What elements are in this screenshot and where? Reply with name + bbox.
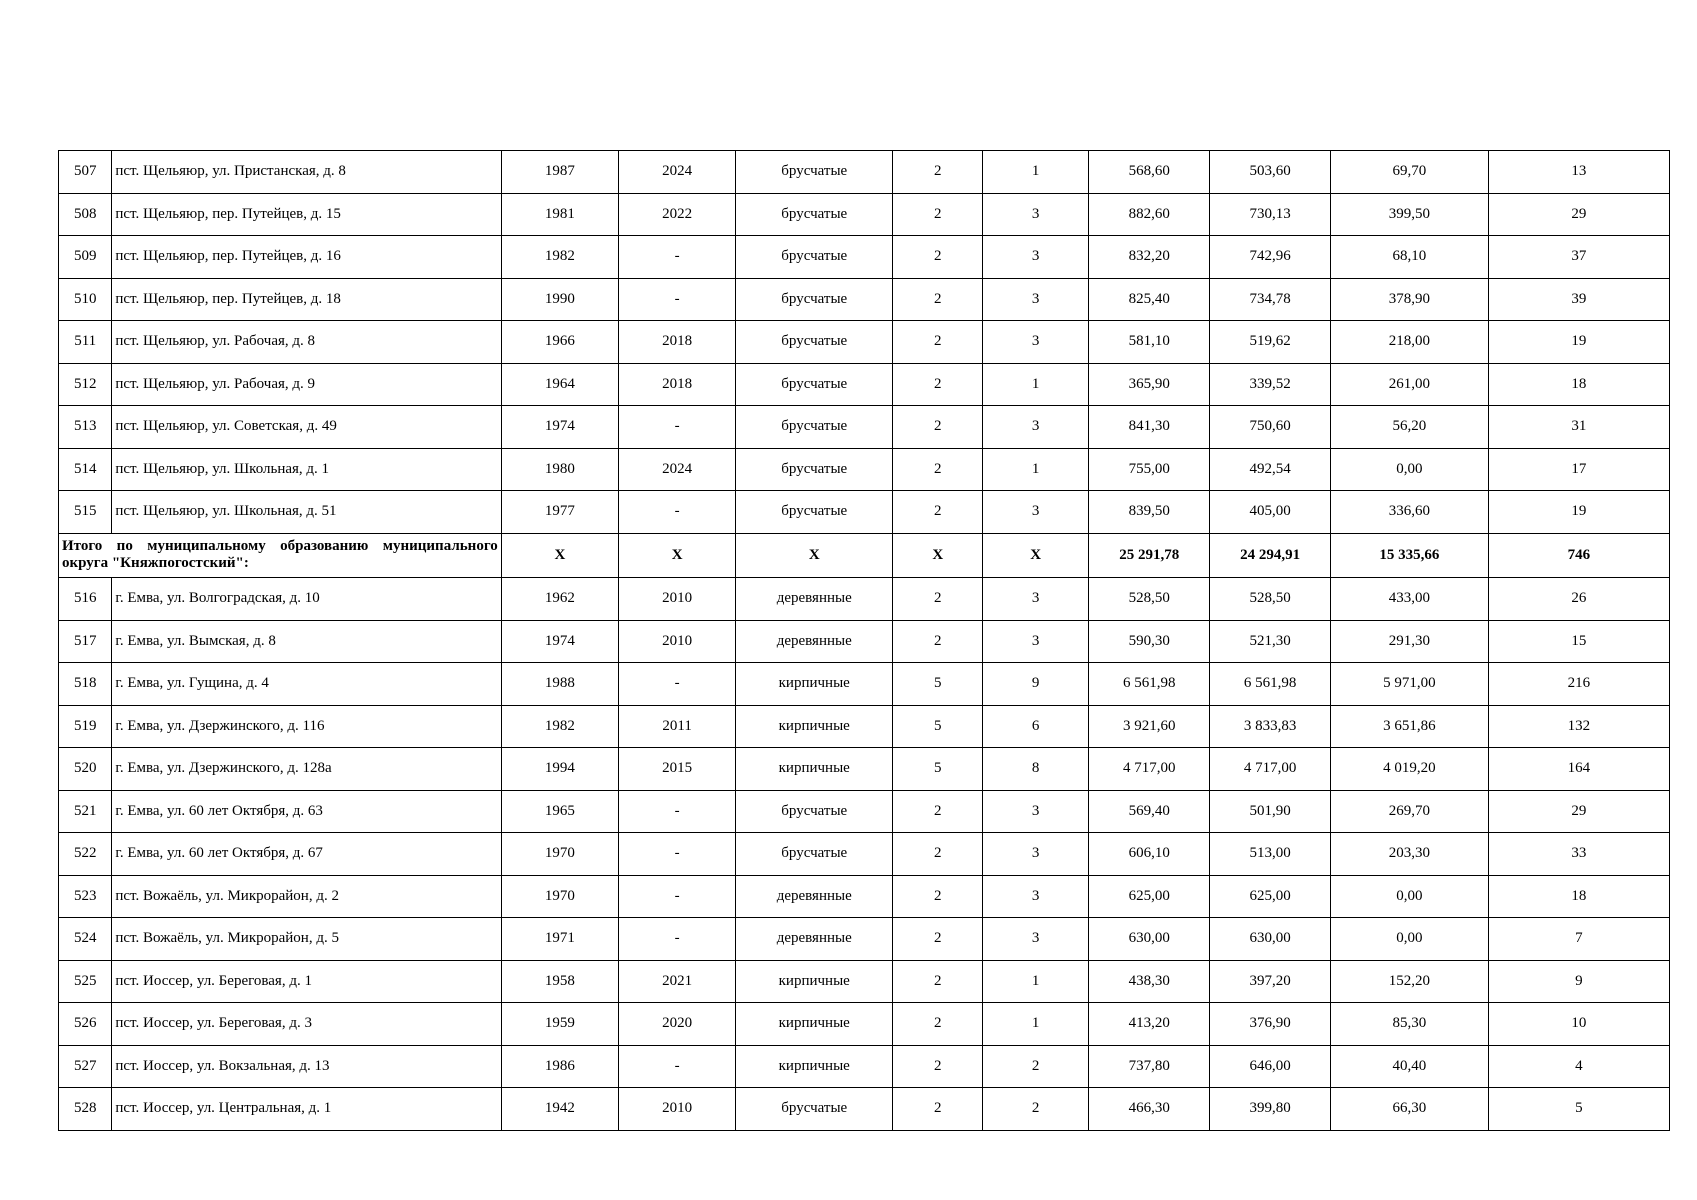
row-number-cell: 527 [59,1045,112,1088]
wall-material-cell: брусчатые [736,321,893,364]
wall-material-cell: деревянные [736,918,893,961]
entrances-cell: 6 [983,705,1089,748]
row-number-cell: 510 [59,278,112,321]
row-number-cell: 514 [59,448,112,491]
residential-area-cell: 4 717,00 [1210,748,1330,791]
build-year-cell: 1964 [501,363,618,406]
total-repair-year-cell: X [619,533,736,578]
entrances-cell: 1 [983,448,1089,491]
wall-material-cell: кирпичные [736,1003,893,1046]
table-row [59,278,1670,321]
build-year-cell: 1959 [501,1003,618,1046]
residents-cell: 31 [1488,406,1669,449]
residential-area-cell: 750,60 [1210,406,1330,449]
build-year-cell: 1962 [501,578,618,621]
private-area-cell: 433,00 [1330,578,1488,621]
address-cell: пст. Щельяюр, ул. Пристанская, д. 8 [112,151,501,194]
residential-area-cell: 734,78 [1210,278,1330,321]
floors-cell: 2 [893,448,983,491]
entrances-cell: 8 [983,748,1089,791]
address-cell: пст. Щельяюр, ул. Школьная, д. 51 [112,491,501,534]
table-row [59,406,1670,449]
total-area-cell: 6 561,98 [1088,663,1209,706]
entrances-cell: 3 [983,833,1089,876]
total-entrances-cell: X [983,533,1089,578]
row-number-cell: 520 [59,748,112,791]
total-area-cell: 413,20 [1088,1003,1209,1046]
private-area-cell: 152,20 [1330,960,1488,1003]
total-area-cell: 438,30 [1088,960,1209,1003]
private-area-cell: 68,10 [1330,236,1488,279]
wall-material-cell: брусчатые [736,491,893,534]
total-area-cell: 3 921,60 [1088,705,1209,748]
build-year-cell: 1977 [501,491,618,534]
address-cell: пст. Вожаёль, ул. Микрорайон, д. 5 [112,918,501,961]
residents-cell: 132 [1488,705,1669,748]
residential-area-cell: 3 833,83 [1210,705,1330,748]
residential-area-cell: 339,52 [1210,363,1330,406]
residents-cell: 5 [1488,1088,1669,1131]
private-area-cell: 4 019,20 [1330,748,1488,791]
repair-year-cell: 2018 [619,321,736,364]
private-area-cell: 203,30 [1330,833,1488,876]
repair-year-cell: - [619,790,736,833]
address-cell: пст. Щельяюр, пер. Путейцев, д. 18 [112,278,501,321]
residential-area-cell: 501,90 [1210,790,1330,833]
build-year-cell: 1982 [501,705,618,748]
private-area-cell: 336,60 [1330,491,1488,534]
residents-cell: 29 [1488,193,1669,236]
row-number-cell: 511 [59,321,112,364]
floors-cell: 2 [893,1003,983,1046]
row-number-cell: 515 [59,491,112,534]
residents-cell: 10 [1488,1003,1669,1046]
total-row-label: Итого по муниципальному образованию муниципального округа "Княжпогостский": [59,533,502,578]
residential-area-cell: 528,50 [1210,578,1330,621]
table-row [59,1045,1670,1088]
address-cell: пст. Вожаёль, ул. Микрорайон, д. 2 [112,875,501,918]
table-row [59,790,1670,833]
repair-year-cell: - [619,918,736,961]
residents-cell: 17 [1488,448,1669,491]
residential-area-cell: 397,20 [1210,960,1330,1003]
address-cell: пст. Иоссер, ул. Центральная, д. 1 [112,1088,501,1131]
row-number-cell: 513 [59,406,112,449]
total-wall-material-cell: X [736,533,893,578]
housing-registry-table [58,150,1670,1131]
residential-area-cell: 742,96 [1210,236,1330,279]
row-number-cell: 528 [59,1088,112,1131]
residential-area-cell: 521,30 [1210,620,1330,663]
repair-year-cell: 2024 [619,151,736,194]
floors-cell: 2 [893,406,983,449]
total-area-cell: 568,60 [1088,151,1209,194]
address-cell: пст. Иоссер, ул. Береговая, д. 1 [112,960,501,1003]
total-floors-cell: X [893,533,983,578]
residents-cell: 164 [1488,748,1669,791]
repair-year-cell: 2010 [619,578,736,621]
total-private-area-cell: 15 335,66 [1330,533,1488,578]
address-cell: г. Емва, ул. Волгоградская, д. 10 [112,578,501,621]
entrances-cell: 3 [983,193,1089,236]
residential-area-cell: 646,00 [1210,1045,1330,1088]
residents-cell: 37 [1488,236,1669,279]
total-area-cell: 630,00 [1088,918,1209,961]
address-cell: г. Емва, ул. 60 лет Октября, д. 63 [112,790,501,833]
table-row [59,491,1670,534]
private-area-cell: 3 651,86 [1330,705,1488,748]
row-number-cell: 512 [59,363,112,406]
residential-area-cell: 405,00 [1210,491,1330,534]
table-row [59,193,1670,236]
total-residential-area-cell: 24 294,91 [1210,533,1330,578]
residents-cell: 9 [1488,960,1669,1003]
repair-year-cell: 2021 [619,960,736,1003]
residents-cell: 18 [1488,363,1669,406]
floors-cell: 5 [893,748,983,791]
residents-cell: 26 [1488,578,1669,621]
row-number-cell: 522 [59,833,112,876]
wall-material-cell: деревянные [736,875,893,918]
total-area-cell: 365,90 [1088,363,1209,406]
table-row [59,1003,1670,1046]
wall-material-cell: кирпичные [736,1045,893,1088]
address-cell: пст. Щельяюр, пер. Путейцев, д. 15 [112,193,501,236]
private-area-cell: 40,40 [1330,1045,1488,1088]
table-row [59,663,1670,706]
table-row [59,448,1670,491]
private-area-cell: 399,50 [1330,193,1488,236]
repair-year-cell: 2010 [619,620,736,663]
wall-material-cell: брусчатые [736,790,893,833]
wall-material-cell: брусчатые [736,406,893,449]
row-number-cell: 523 [59,875,112,918]
address-cell: пст. Щельяюр, ул. Школьная, д. 1 [112,448,501,491]
wall-material-cell: кирпичные [736,663,893,706]
wall-material-cell: брусчатые [736,1088,893,1131]
row-number-cell: 516 [59,578,112,621]
address-cell: пст. Щельяюр, ул. Советская, д. 49 [112,406,501,449]
repair-year-cell: - [619,406,736,449]
address-cell: г. Емва, ул. Вымская, д. 8 [112,620,501,663]
table-row [59,363,1670,406]
total-area-cell: 882,60 [1088,193,1209,236]
address-cell: пст. Щельяюр, пер. Путейцев, д. 16 [112,236,501,279]
table-row [59,875,1670,918]
private-area-cell: 269,70 [1330,790,1488,833]
total-row [59,533,1670,578]
wall-material-cell: кирпичные [736,960,893,1003]
total-area-cell: 606,10 [1088,833,1209,876]
document-page [58,150,1670,1131]
row-number-cell: 525 [59,960,112,1003]
build-year-cell: 1982 [501,236,618,279]
table-row [59,960,1670,1003]
floors-cell: 2 [893,236,983,279]
repair-year-cell: - [619,236,736,279]
address-cell: г. Емва, ул. Гущина, д. 4 [112,663,501,706]
residential-area-cell: 492,54 [1210,448,1330,491]
residential-area-cell: 630,00 [1210,918,1330,961]
address-cell: пст. Щельяюр, ул. Рабочая, д. 9 [112,363,501,406]
build-year-cell: 1994 [501,748,618,791]
entrances-cell: 1 [983,960,1089,1003]
wall-material-cell: кирпичные [736,748,893,791]
floors-cell: 5 [893,705,983,748]
floors-cell: 2 [893,833,983,876]
wall-material-cell: брусчатые [736,833,893,876]
row-number-cell: 518 [59,663,112,706]
wall-material-cell: кирпичные [736,705,893,748]
residential-area-cell: 503,60 [1210,151,1330,194]
entrances-cell: 3 [983,491,1089,534]
residential-area-cell: 519,62 [1210,321,1330,364]
entrances-cell: 1 [983,151,1089,194]
repair-year-cell: - [619,663,736,706]
table-row [59,578,1670,621]
floors-cell: 2 [893,193,983,236]
residents-cell: 216 [1488,663,1669,706]
private-area-cell: 66,30 [1330,1088,1488,1131]
entrances-cell: 3 [983,278,1089,321]
entrances-cell: 3 [983,790,1089,833]
table-row [59,321,1670,364]
entrances-cell: 3 [983,578,1089,621]
table-row [59,1088,1670,1131]
row-number-cell: 507 [59,151,112,194]
build-year-cell: 1965 [501,790,618,833]
floors-cell: 2 [893,620,983,663]
build-year-cell: 1958 [501,960,618,1003]
residential-area-cell: 625,00 [1210,875,1330,918]
total-area-cell: 841,30 [1088,406,1209,449]
total-area-cell: 569,40 [1088,790,1209,833]
build-year-cell: 1980 [501,448,618,491]
total-area-cell: 832,20 [1088,236,1209,279]
total-area-cell: 755,00 [1088,448,1209,491]
repair-year-cell: 2015 [619,748,736,791]
entrances-cell: 9 [983,663,1089,706]
residential-area-cell: 6 561,98 [1210,663,1330,706]
table-row [59,620,1670,663]
table-row [59,151,1670,194]
repair-year-cell: - [619,833,736,876]
total-area-cell: 825,40 [1088,278,1209,321]
total-area-cell: 590,30 [1088,620,1209,663]
floors-cell: 2 [893,790,983,833]
floors-cell: 2 [893,321,983,364]
private-area-cell: 69,70 [1330,151,1488,194]
build-year-cell: 1970 [501,833,618,876]
floors-cell: 2 [893,960,983,1003]
residents-cell: 39 [1488,278,1669,321]
residential-area-cell: 730,13 [1210,193,1330,236]
entrances-cell: 3 [983,620,1089,663]
residents-cell: 13 [1488,151,1669,194]
private-area-cell: 291,30 [1330,620,1488,663]
residents-cell: 4 [1488,1045,1669,1088]
build-year-cell: 1942 [501,1088,618,1131]
entrances-cell: 1 [983,363,1089,406]
floors-cell: 2 [893,363,983,406]
wall-material-cell: брусчатые [736,151,893,194]
floors-cell: 2 [893,151,983,194]
total-area-cell: 625,00 [1088,875,1209,918]
entrances-cell: 3 [983,406,1089,449]
repair-year-cell: 2020 [619,1003,736,1046]
build-year-cell: 1987 [501,151,618,194]
build-year-cell: 1988 [501,663,618,706]
entrances-cell: 2 [983,1045,1089,1088]
floors-cell: 2 [893,1045,983,1088]
repair-year-cell: - [619,875,736,918]
repair-year-cell: 2022 [619,193,736,236]
private-area-cell: 0,00 [1330,918,1488,961]
row-number-cell: 521 [59,790,112,833]
residents-cell: 7 [1488,918,1669,961]
table-row [59,833,1670,876]
residents-cell: 15 [1488,620,1669,663]
build-year-cell: 1981 [501,193,618,236]
repair-year-cell: - [619,491,736,534]
floors-cell: 5 [893,663,983,706]
row-number-cell: 526 [59,1003,112,1046]
floors-cell: 2 [893,918,983,961]
total-area-cell: 581,10 [1088,321,1209,364]
residents-cell: 19 [1488,321,1669,364]
address-cell: г. Емва, ул. 60 лет Октября, д. 67 [112,833,501,876]
total-residents-cell: 746 [1488,533,1669,578]
build-year-cell: 1966 [501,321,618,364]
residents-cell: 33 [1488,833,1669,876]
row-number-cell: 524 [59,918,112,961]
wall-material-cell: брусчатые [736,448,893,491]
total-area-cell: 466,30 [1088,1088,1209,1131]
private-area-cell: 378,90 [1330,278,1488,321]
floors-cell: 2 [893,1088,983,1131]
residents-cell: 19 [1488,491,1669,534]
residents-cell: 29 [1488,790,1669,833]
entrances-cell: 3 [983,321,1089,364]
address-cell: г. Емва, ул. Дзержинского, д. 128а [112,748,501,791]
wall-material-cell: брусчатые [736,236,893,279]
entrances-cell: 1 [983,1003,1089,1046]
wall-material-cell: брусчатые [736,193,893,236]
address-cell: пст. Иоссер, ул. Вокзальная, д. 13 [112,1045,501,1088]
residential-area-cell: 399,80 [1210,1088,1330,1131]
private-area-cell: 218,00 [1330,321,1488,364]
floors-cell: 2 [893,875,983,918]
total-total-area-cell: 25 291,78 [1088,533,1209,578]
table-body [59,151,1670,1131]
entrances-cell: 3 [983,918,1089,961]
residential-area-cell: 513,00 [1210,833,1330,876]
wall-material-cell: брусчатые [736,278,893,321]
address-cell: пст. Иоссер, ул. Береговая, д. 3 [112,1003,501,1046]
wall-material-cell: деревянные [736,578,893,621]
table-row [59,748,1670,791]
floors-cell: 2 [893,491,983,534]
floors-cell: 2 [893,578,983,621]
private-area-cell: 0,00 [1330,875,1488,918]
entrances-cell: 3 [983,236,1089,279]
table-row [59,918,1670,961]
repair-year-cell: 2010 [619,1088,736,1131]
total-area-cell: 737,80 [1088,1045,1209,1088]
build-year-cell: 1986 [501,1045,618,1088]
row-number-cell: 517 [59,620,112,663]
total-area-cell: 839,50 [1088,491,1209,534]
address-cell: г. Емва, ул. Дзержинского, д. 116 [112,705,501,748]
total-area-cell: 4 717,00 [1088,748,1209,791]
row-number-cell: 519 [59,705,112,748]
entrances-cell: 2 [983,1088,1089,1131]
repair-year-cell: 2011 [619,705,736,748]
table-row [59,236,1670,279]
build-year-cell: 1970 [501,875,618,918]
private-area-cell: 5 971,00 [1330,663,1488,706]
wall-material-cell: брусчатые [736,363,893,406]
residential-area-cell: 376,90 [1210,1003,1330,1046]
private-area-cell: 85,30 [1330,1003,1488,1046]
repair-year-cell: 2024 [619,448,736,491]
address-cell: пст. Щельяюр, ул. Рабочая, д. 8 [112,321,501,364]
row-number-cell: 509 [59,236,112,279]
floors-cell: 2 [893,278,983,321]
entrances-cell: 3 [983,875,1089,918]
wall-material-cell: деревянные [736,620,893,663]
build-year-cell: 1990 [501,278,618,321]
private-area-cell: 56,20 [1330,406,1488,449]
build-year-cell: 1971 [501,918,618,961]
residents-cell: 18 [1488,875,1669,918]
repair-year-cell: - [619,278,736,321]
build-year-cell: 1974 [501,406,618,449]
private-area-cell: 0,00 [1330,448,1488,491]
repair-year-cell: - [619,1045,736,1088]
repair-year-cell: 2018 [619,363,736,406]
table-row [59,705,1670,748]
total-area-cell: 528,50 [1088,578,1209,621]
row-number-cell: 508 [59,193,112,236]
total-build-year-cell: X [501,533,618,578]
build-year-cell: 1974 [501,620,618,663]
private-area-cell: 261,00 [1330,363,1488,406]
